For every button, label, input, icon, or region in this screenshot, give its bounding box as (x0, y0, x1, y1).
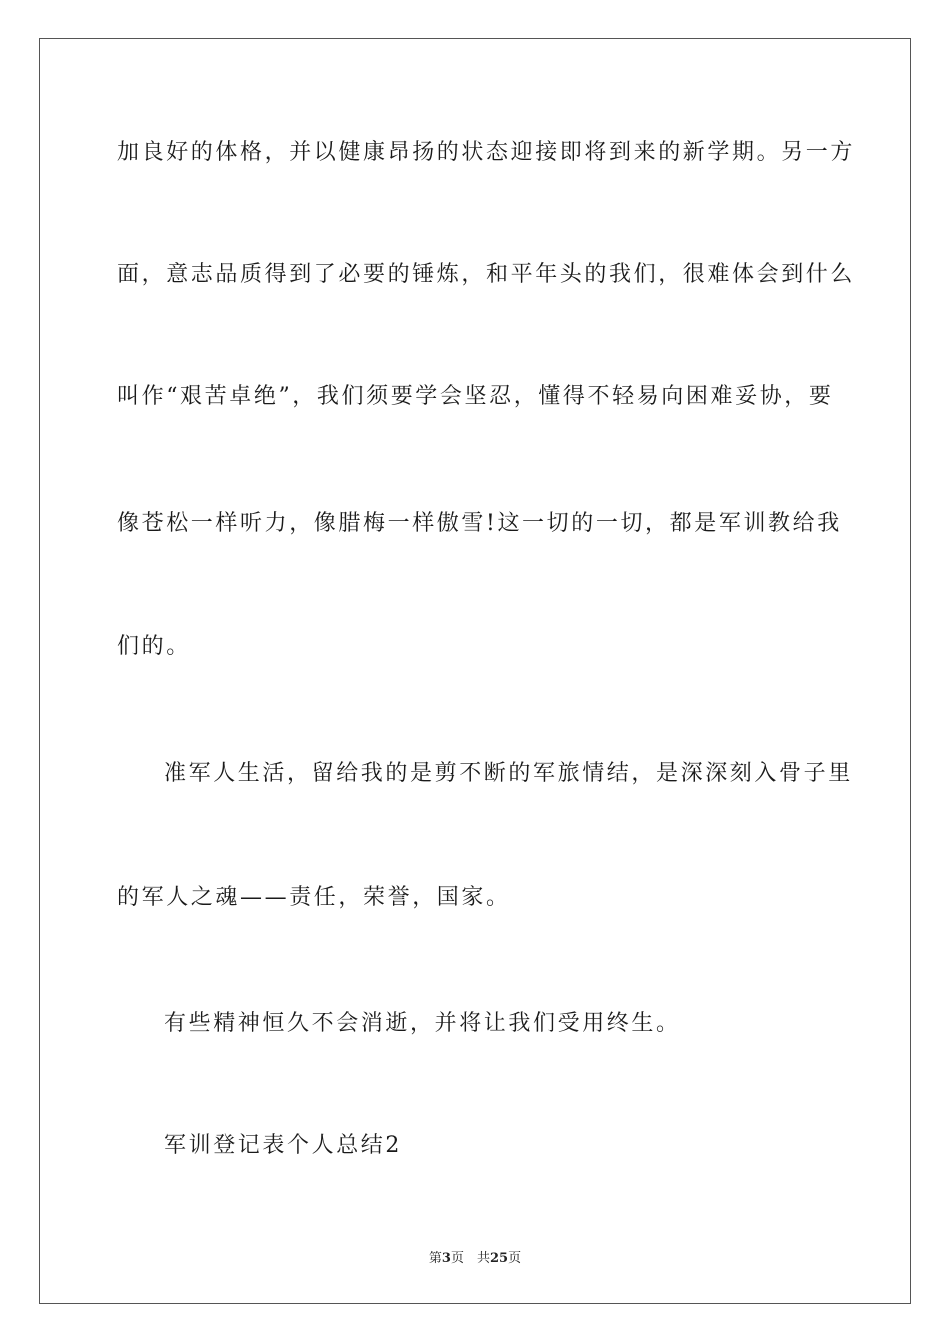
text-line-2: 面，意志品质得到了必要的锤炼，和平年头的我们，很难体会到什么 (117, 262, 856, 287)
page-border (39, 38, 911, 1304)
text-line-5: 们的。 (117, 634, 191, 659)
text-line-7: 的军人之魂——责任，荣誉，国家。 (117, 885, 511, 910)
footer-page-current: 3 (441, 1251, 451, 1266)
paragraph-start-line-2: 有些精神恒久不会消逝，并将让我们受用终生。 (164, 1011, 681, 1036)
section-heading: 军训登记表个人总结2 (164, 1133, 402, 1158)
paragraph-start-line-1: 准军人生活，留给我的是剪不断的军旅情结，是深深刻入骨子里 (164, 761, 853, 786)
text-line-1: 加良好的体格，并以健康昂扬的状态迎接即将到来的新学期。另一方 (117, 140, 856, 165)
footer-suffix: 页 (508, 1251, 522, 1266)
footer-mid: 页 共 (450, 1251, 490, 1266)
page-footer (0, 1247, 950, 1266)
text-line-4: 像苍松一样听力，像腊梅一样傲雪!这一切的一切，都是军训教给我 (117, 511, 842, 536)
footer-page-total: 25 (489, 1251, 509, 1266)
footer-prefix: 第 (428, 1251, 442, 1266)
text-line-3: 叫作“艰苦卓绝”，我们须要学会坚忍，懂得不轻易向困难妥协，要 (117, 384, 834, 409)
